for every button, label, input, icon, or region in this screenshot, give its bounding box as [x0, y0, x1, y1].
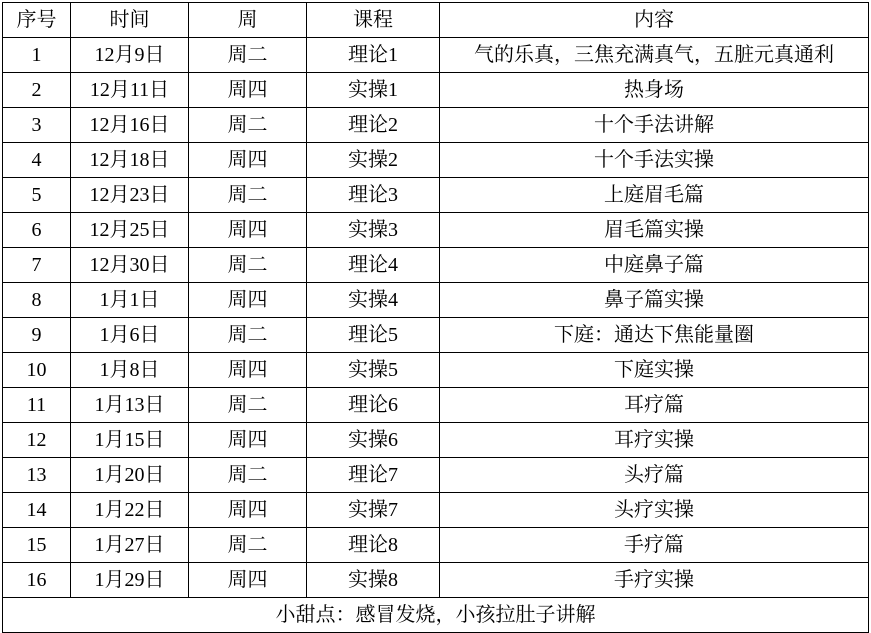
cell-week: 周四: [189, 423, 307, 458]
cell-week: 周四: [189, 213, 307, 248]
cell-week: 周二: [189, 318, 307, 353]
table-body: [3, 38, 869, 598]
cell-no: 1: [3, 38, 71, 73]
cell-no: 9: [3, 318, 71, 353]
table-row: [3, 38, 869, 73]
table-row: [3, 458, 869, 493]
cell-course: 理论3: [307, 178, 440, 213]
column-header-no: 序号: [3, 3, 71, 38]
table-row: [3, 73, 869, 108]
cell-date: 12月9日: [71, 38, 189, 73]
cell-date: 1月29日: [71, 563, 189, 598]
cell-week: 周四: [189, 493, 307, 528]
cell-week: 周二: [189, 108, 307, 143]
table-row: [3, 423, 869, 458]
table-row: [3, 493, 869, 528]
table-row: [3, 528, 869, 563]
column-header-date: 时间: [71, 3, 189, 38]
column-header-week: 周: [189, 3, 307, 38]
cell-content: 耳疗篇: [440, 388, 869, 423]
cell-course: 理论4: [307, 248, 440, 283]
cell-week: 周二: [189, 458, 307, 493]
table-row: [3, 563, 869, 598]
cell-content: 下庭：通达下焦能量圈: [440, 318, 869, 353]
cell-course: 实操3: [307, 213, 440, 248]
cell-no: 6: [3, 213, 71, 248]
cell-content: 中庭鼻子篇: [440, 248, 869, 283]
cell-content: 头疗实操: [440, 493, 869, 528]
cell-week: 周四: [189, 73, 307, 108]
table-row: [3, 143, 869, 178]
table-row: [3, 318, 869, 353]
cell-course: 实操7: [307, 493, 440, 528]
cell-course: 实操1: [307, 73, 440, 108]
cell-no: 4: [3, 143, 71, 178]
cell-date: 1月6日: [71, 318, 189, 353]
cell-no: 15: [3, 528, 71, 563]
cell-date: 1月27日: [71, 528, 189, 563]
table-row: [3, 248, 869, 283]
cell-course: 理论2: [307, 108, 440, 143]
cell-week: 周二: [189, 38, 307, 73]
cell-content: 十个手法实操: [440, 143, 869, 178]
cell-course: 实操2: [307, 143, 440, 178]
cell-no: 2: [3, 73, 71, 108]
cell-content: 头疗篇: [440, 458, 869, 493]
cell-course: 实操4: [307, 283, 440, 318]
cell-course: 理论6: [307, 388, 440, 423]
cell-week: 周四: [189, 283, 307, 318]
cell-content: 气的乐真，三焦充满真气，五脏元真通利: [440, 38, 869, 73]
table-row: [3, 353, 869, 388]
cell-content: 下庭实操: [440, 353, 869, 388]
cell-date: 12月11日: [71, 73, 189, 108]
table-row: [3, 388, 869, 423]
cell-week: 周四: [189, 143, 307, 178]
cell-date: 1月1日: [71, 283, 189, 318]
cell-week: 周四: [189, 563, 307, 598]
cell-course: 理论8: [307, 528, 440, 563]
cell-no: 7: [3, 248, 71, 283]
cell-content: 上庭眉毛篇: [440, 178, 869, 213]
cell-date: 1月22日: [71, 493, 189, 528]
cell-date: 12月23日: [71, 178, 189, 213]
column-header-content: 内容: [440, 3, 869, 38]
cell-no: 11: [3, 388, 71, 423]
table-header: [3, 3, 869, 38]
footnote-row: [3, 598, 869, 633]
cell-no: 12: [3, 423, 71, 458]
cell-date: 1月8日: [71, 353, 189, 388]
cell-week: 周二: [189, 248, 307, 283]
cell-no: 13: [3, 458, 71, 493]
cell-date: 1月13日: [71, 388, 189, 423]
course-schedule-table: [2, 2, 869, 633]
cell-date: 12月18日: [71, 143, 189, 178]
cell-week: 周二: [189, 388, 307, 423]
cell-date: 12月16日: [71, 108, 189, 143]
cell-content: 眉毛篇实操: [440, 213, 869, 248]
cell-week: 周四: [189, 353, 307, 388]
cell-date: 12月30日: [71, 248, 189, 283]
table-row: [3, 178, 869, 213]
cell-course: 理论7: [307, 458, 440, 493]
cell-content: 十个手法讲解: [440, 108, 869, 143]
cell-date: 12月25日: [71, 213, 189, 248]
cell-content: 热身场: [440, 73, 869, 108]
cell-no: 16: [3, 563, 71, 598]
cell-no: 14: [3, 493, 71, 528]
cell-no: 10: [3, 353, 71, 388]
table-row: [3, 213, 869, 248]
header-row: [3, 3, 869, 38]
cell-content: 鼻子篇实操: [440, 283, 869, 318]
cell-date: 1月15日: [71, 423, 189, 458]
cell-course: 理论1: [307, 38, 440, 73]
cell-content: 手疗篇: [440, 528, 869, 563]
footnote-text: 小甜点：感冒发烧，小孩拉肚子讲解: [3, 598, 869, 633]
column-header-course: 课程: [307, 3, 440, 38]
cell-week: 周二: [189, 178, 307, 213]
cell-no: 8: [3, 283, 71, 318]
table-row: [3, 283, 869, 318]
cell-course: 实操6: [307, 423, 440, 458]
cell-course: 理论5: [307, 318, 440, 353]
table-row: [3, 108, 869, 143]
cell-date: 1月20日: [71, 458, 189, 493]
cell-course: 实操8: [307, 563, 440, 598]
cell-course: 实操5: [307, 353, 440, 388]
cell-content: 耳疗实操: [440, 423, 869, 458]
cell-week: 周二: [189, 528, 307, 563]
table-footer: [3, 598, 869, 633]
cell-content: 手疗实操: [440, 563, 869, 598]
cell-no: 5: [3, 178, 71, 213]
cell-no: 3: [3, 108, 71, 143]
